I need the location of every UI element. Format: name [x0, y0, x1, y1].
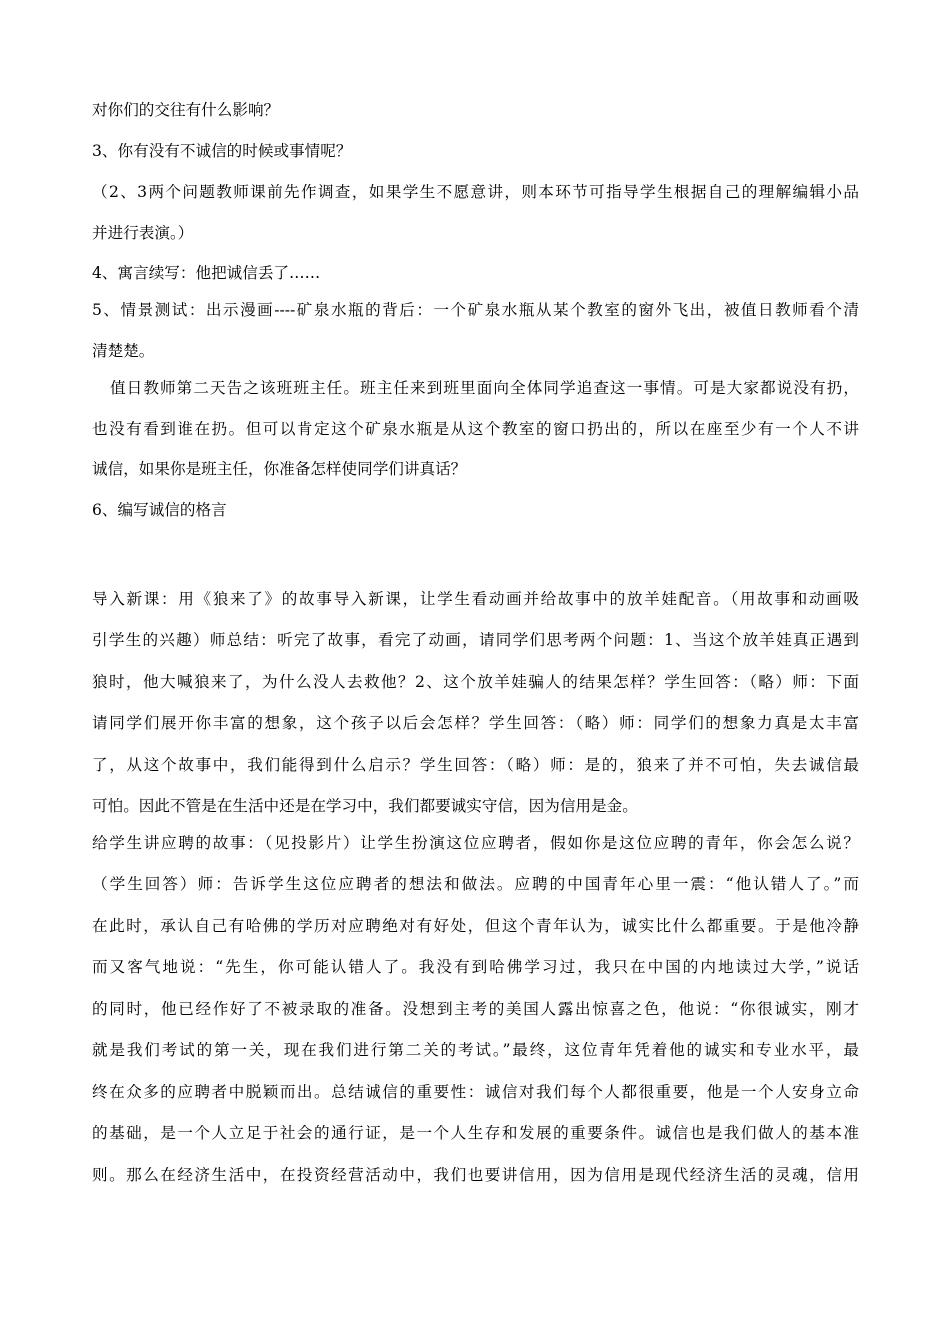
text-line: 值日教师第二天告之该班班主任。班主任来到班里面向全体同学追查这一事情。可是大家都说没有扔，: [110, 379, 859, 397]
text-line: 引学生的兴趣）师总结：听完了故事，看完了动画，请同学们思考两个问题：1、当这个放羊娃真正遇到: [92, 631, 860, 649]
text-line: 就是我们考试的第一关，现在我们进行第二关的考试。”最终，这位青年凭着他的诚实和专业水平，最: [92, 1041, 859, 1059]
text-line: 的同时，他已经作好了不被录取的准备。没想到主考的美国人露出惊喜之色，他说：“你很诚实，刚才: [92, 1000, 859, 1018]
text-line: 而又客气地说：“先生，你可能认错人了。我没有到哈佛学习过，我只在中国的内地读过大学，”说话: [92, 958, 859, 976]
text-line: 6、编写诚信的格言: [92, 501, 227, 519]
text-line: 3、你有没有不诚信的时候或事情呢？: [92, 142, 352, 160]
text-line: 也没有看到谁在扔。但可以肯定这个矿泉水瓶是从这个教室的窗口扔出的，所以在座至少有一个人不讲: [92, 420, 859, 438]
text-line: 的基础，是一个人立足于社会的通行证，是一个人生存和发展的重要条件。诚信也是我们做人的基本准: [92, 1124, 859, 1142]
text-line: （2、3两个问题教师课前先作调查，如果学生不愿意讲，则本环节可指导学生根据自己的理解编辑小品: [92, 183, 859, 201]
text-line: 请同学们展开你丰富的想象，这个孩子以后会怎样？学生回答：（略）师：同学们的想象力真是太丰富: [92, 714, 859, 732]
text-line: 对你们的交往有什么影响？: [92, 101, 280, 119]
text-line: 可怕。因此不管是在生活中还是在学习中，我们都要诚实守信，因为信用是金。: [92, 797, 638, 815]
text-line: 终在众多的应聘者中脱颖而出。总结诚信的重要性：诚信对我们每个人都很重要，他是一个人安身立命: [92, 1083, 859, 1101]
text-line: 则。那么在经济生活中，在投资经营活动中，我们也要讲信用，因为信用是现代经济生活的灵魂，信用: [92, 1166, 859, 1184]
text-line: 了，从这个故事中，我们能得到什么启示？学生回答：（略）师：是的，狼来了并不可怕，失去诚信最: [92, 756, 859, 774]
text-line: 给学生讲应聘的故事：（见投影片）让学生扮演这位应聘者，假如你是这位应聘的青年，你会怎么说？: [92, 834, 859, 852]
text-line: 诚信，如果你是班主任，你准备怎样使同学们讲真话？: [92, 460, 467, 478]
text-line: 在此时，承认自己有哈佛的学历对应聘绝对有好处，但这个青年认为，诚实比什么都重要。于是他冷静: [92, 917, 859, 935]
text-line: 导入新课：用《狼来了》的故事导入新课，让学生看动画并给故事中的放羊娃配音。（用故事和动画吸: [92, 590, 859, 608]
text-line: 并进行表演。）: [92, 224, 194, 242]
text-line: 5、情景测试：出示漫画----矿泉水瓶的背后：一个矿泉水瓶从某个教室的窗外飞出，被值日教师看个清: [92, 301, 859, 319]
text-line: （学生回答）师：告诉学生这位应聘者的想法和做法。应聘的中国青年心里一震：“他认错人了。”而: [92, 875, 859, 893]
text-line: 清楚楚。: [92, 342, 155, 360]
text-line: 狼时，他大喊狼来了，为什么没人去救他？2、这个放羊娃骗人的结果怎样？学生回答：（略）师：下面: [92, 673, 859, 691]
text-line: 4、寓言续写：他把诚信丢了……: [92, 264, 321, 282]
